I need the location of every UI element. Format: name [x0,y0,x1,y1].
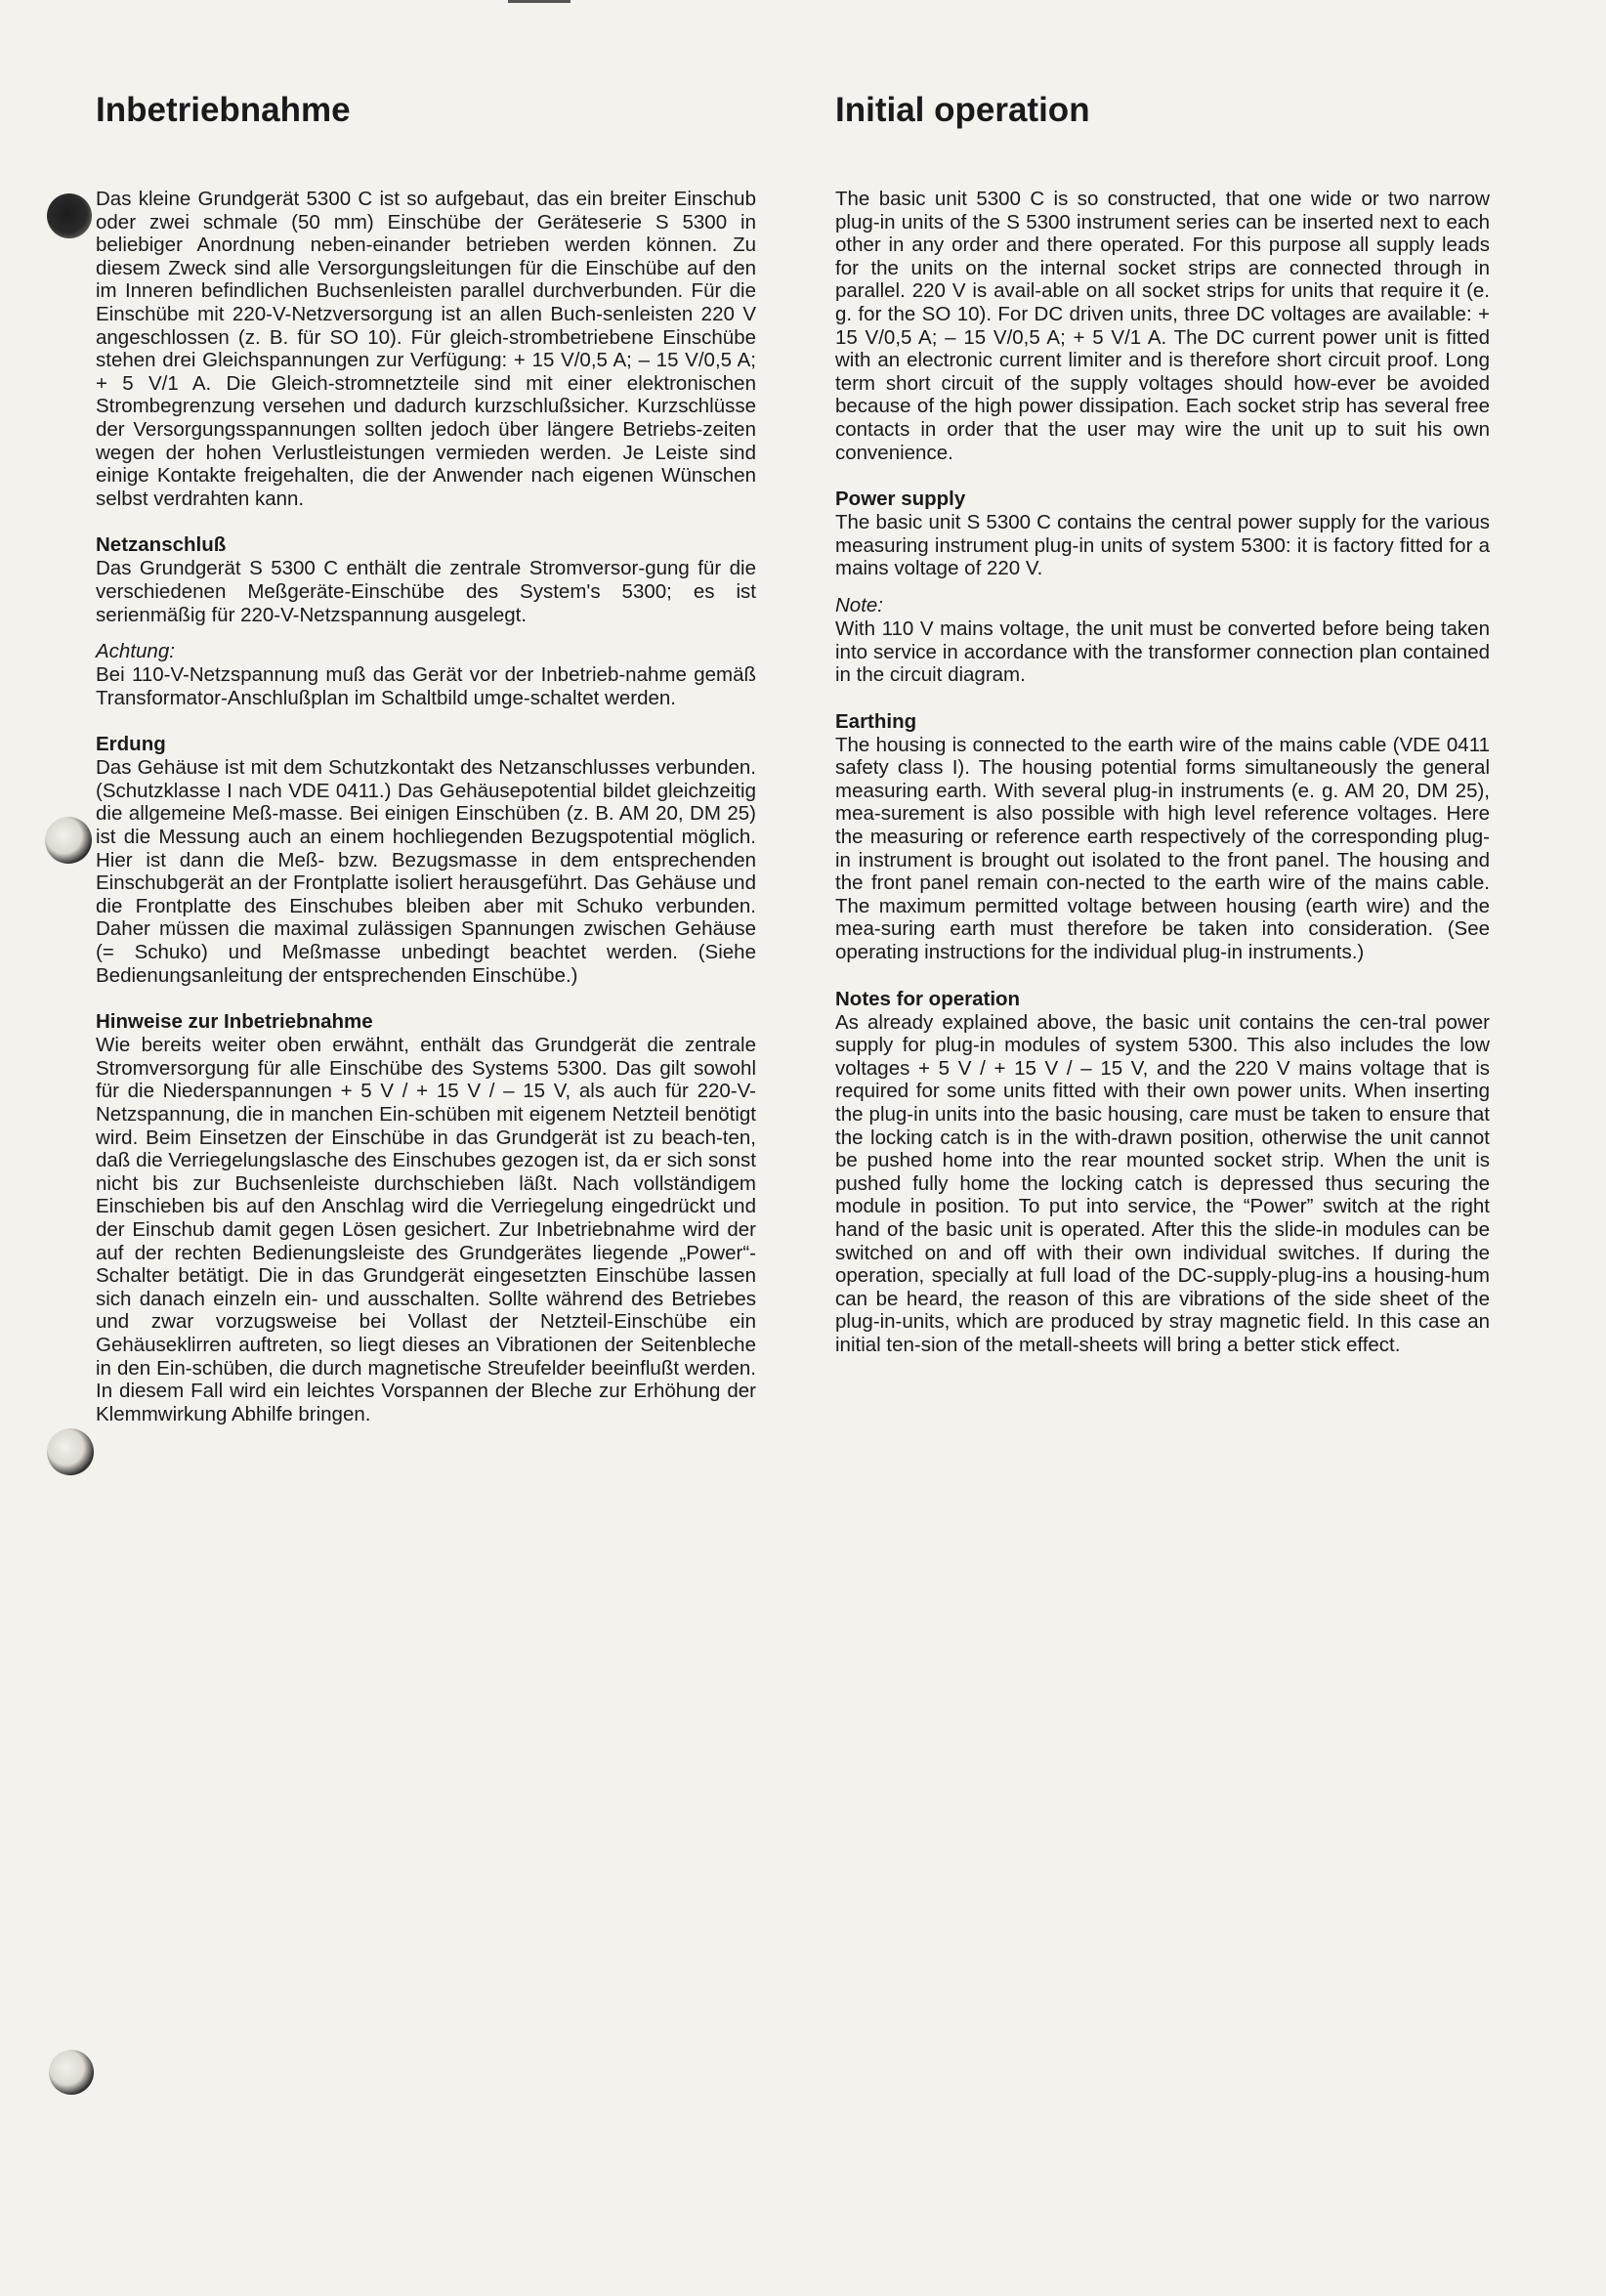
earthing-section-en [835,710,1490,964]
mains-paragraph-de: Das Grundgerät S 5300 C enthält die zentrale Stromversor-gung für die verschiedenen Meßgeräte-Einschübe des System's 5300; es ist serienmäßig für 220-V-Netzspannung ausgelegt. [96,557,756,626]
power-paragraph-en: The basic unit S 5300 C contains the central power supply for the various measuring instrument plug-in units of system 5300: it is factory fitted for a mains voltage of 220 V. [835,511,1490,580]
notes-heading-de: Hinweise zur Inbetriebnahme [96,1010,373,1034]
earthing-paragraph-en: The housing is connected to the earth wire of the mains cable (VDE 0411 safety class I). The housing potential forms simultaneously the general measuring earth. With several plug-in instruments (e. g. AM 20, DM 25), mea-surement is also possible with high level reference voltages. Here the measuring or reference earth respectively of the corresponding plug-in instrument is brought out isolated to the front panel. The housing and the front panel remain con-nected to the earth wire of the mains cable. The maximum permitted voltage between housing (earth wire) and the mea-suring earth must therefore be taken into consideration. (See operating instructions for the individual plug-in instruments.) [835,733,1490,964]
note-section-en [835,594,1490,687]
power-section-en [835,488,1490,580]
punch-hole [49,2050,94,2095]
notes-section-de [96,1010,756,1425]
power-heading-en: Power supply [835,488,966,511]
earthing-heading-de: Erdung [96,733,166,756]
mains-heading-de: Netzanschluß [96,533,227,557]
mains-section-de [96,533,756,626]
note-section-de [96,640,756,709]
intro-section-en [835,188,1490,464]
earthing-paragraph-de: Das Gehäuse ist mit dem Schutzkontakt des Netzanschlusses verbunden. (Schutzklasse I nach VDE 0411.) Das Gehäusepotential bildet gleichzeitig die allgemeine Meß-masse. Bei einigen Einschüben (z. B. AM 20, DM 25) ist die Messung auch an einem hochliegenden Bezugspotential möglich. Hier ist dann die Meß- bzw. Bezugsmasse in dem entsprechenden Einschubgerät an der Frontplatte isoliert herausgeführt. Das Gehäuse und die Frontplatte des Einschubes bleiben aber mit Schuko verbunden. Daher müssen die maximal zulässigen Spannungen zwischen Gehäuse (= Schuko) und Meßmasse unbedingt beachtet werden. (Siehe Bedienungsanleitung der entsprechenden Einschübe.) [96,756,756,987]
note-label-en: Note: [835,593,883,617]
note-label-de: Achtung: [96,640,175,663]
earthing-section-de [96,733,756,987]
punch-hole [47,1428,94,1475]
punch-hole [45,817,92,864]
notes-section-en [835,988,1490,1357]
notes-heading-en: Notes for operation [835,987,1021,1010]
note-paragraph-en: With 110 V mains voltage, the unit must be converted before being taken into service in accordance with the transformer connection plan contained in the circuit diagram. [835,617,1490,687]
earthing-heading-en: Earthing [835,709,917,733]
punch-hole [47,193,92,238]
intro-paragraph-de: Das kleine Grundgerät 5300 C ist so aufgebaut, das ein breiter Einschub oder zwei schmale (50 mm) Einschübe der Geräteserie S 5300 in beliebiger Anordnung neben-einander betrieben werden können. Zu diesem Zweck sind alle Versorgungsleitungen für die Einschübe auf den im Inneren befindlichen Buchsenleisten parallel durchverbunden. Für die Einschübe mit 220-V-Netzversorgung ist an allen Buch-senleisten 220 V angeschlossen (z. B. für SO 10). Für gleich-strombetriebene Einschübe stehen drei Gleichspannungen zur Verfügung: + 15 V/0,5 A; – 15 V/0,5 A; + 5 V/1 A. Die Gleich-stromnetzteile sind mit einer elektronischen Strombegrenzung versehen und dadurch kurzschlußsicher. Kurzschlüsse der Versorgungsspannungen sollten jedoch über längere Betriebs-zeiten wegen der hohen Verlustleistungen vermieden werden. Je Leiste sind einige Kontakte freigehalten, die der Anwender nach eigenen Wünschen selbst verdrahten kann. [96,188,756,510]
intro-section-de [96,188,756,510]
english-column [835,86,1490,1357]
notes-paragraph-de: Wie bereits weiter oben erwähnt, enthält das Grundgerät die zentrale Stromversorgung für alle Einschübe des Systems 5300. Das gilt sowohl für die Niederspannungen + 5 V / + 15 V / – 15 V, als auch für 220-V-Netzspannung, die in manchen Ein-schüben mit eigenem Netzteil benötigt wird. Beim Einsetzen der Einschübe in das Grundgerät ist zu beach-ten, daß die Verriegelungslasche des Einschubes gezogen ist, da er sich sonst nicht bis zur Buchsenleiste durchschieben läßt. Nach vollständigem Einschieben bis auf den Anschlag wird die Verriegelung eingedrückt und der Einschub damit gegen Lösen gesichert. Zur Inbetriebnahme wird der auf der rechten Bedienungsleiste des Grundgerätes liegende „Power“-Schalter betätigt. Die in das Grundgerät eingesetzten Einschübe lassen sich danach einzeln ein- und ausschalten. Sollte während des Betriebes und zwar vorzugsweise bei Vollast der Netzteil-Einschübe ein Gehäuseklirren auftreten, so liegt dieses an Vibrationen der Seitenbleche in den Ein-schüben, die durch magnetische Streufelder beeinflußt werden. In diesem Fall wird ein leichtes Vorspannen der Bleche zur Erhöhung der Klemmwirkung Abhilfe bringen. [96,1034,756,1425]
scan-mark [508,0,571,3]
intro-paragraph-en: The basic unit 5300 C is so constructed, that one wide or two narrow plug-in units of the S 5300 instrument series can be inserted next to each other in any order and there operated. For this purpose all supply leads for the units on the internal socket strips are connected through in parallel. 220 V is avail-able on all socket strips for units that require it (e. g. for the SO 10). For DC driven units, three DC voltages are available: + 15 V/0,5 A; – 15 V/0,5 A; + 5 V/1 A. The DC current power unit is fitted with an electronic current limiter and is therefore short circuit proof. Long term short circuit of the supply voltages should how-ever be avoided because of the high power dissipation. Each socket strip has several free contacts in order that the user may wire the unit up to suit his own convenience. [835,188,1490,464]
note-paragraph-de: Bei 110-V-Netzspannung muß das Gerät vor der Inbetrieb-nahme gemäß Transformator-Anschlußplan im Schaltbild umge-schaltet werden. [96,663,756,709]
page-title-de: Inbetriebnahme [96,91,351,129]
german-column [96,86,756,1425]
page-title-en: Initial operation [835,91,1090,129]
notes-paragraph-en: As already explained above, the basic unit contains the cen-tral power supply for plug-in modules of system 5300. This also includes the low voltages + 5 V / + 15 V / – 15 V, and the 220 V mains voltage that is required for some units fitted with their own power units. When inserting the plug-in units into the basic housing, care must be taken to ensure that the locking catch is in the with-drawn position, otherwise the unit cannot be pushed home into the rear mounted socket strip. When the unit is pushed fully home the locking catch is depressed thus securing the module in position. To put into service, the “Power” switch at the right hand of the basic unit is operated. After this the slide-in modules can be switched on and off with their own individual switches. If during the operation, specially at full load of the DC-supply-plug-ins a housing-hum can be heard, the reason of this are vibrations of the side sheet of the plug-in-units, which are produced by stray magnetic field. In this case an initial ten-sion of the metall-sheets will bring a better stick effect. [835,1010,1490,1356]
